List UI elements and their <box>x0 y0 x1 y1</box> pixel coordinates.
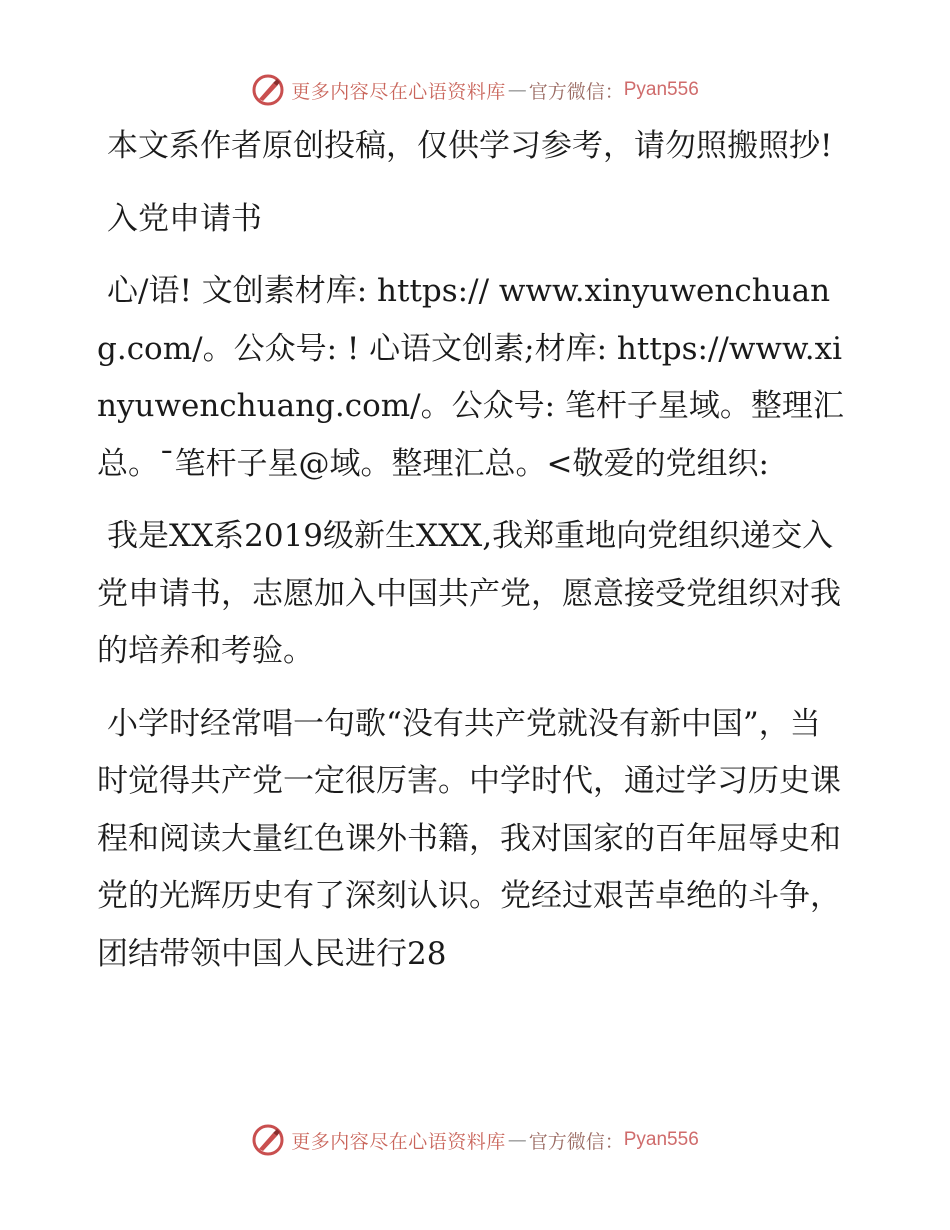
header-banner <box>0 70 950 110</box>
banner-text: 更多内容尽在心语资料库 <box>291 80 506 103</box>
banner-text: 更多内容尽在心语资料库 <box>291 1130 506 1153</box>
wechat-id: Pyan556 <box>623 1129 699 1150</box>
pen-logo-icon <box>251 1123 285 1157</box>
disclaimer-paragraph: 本文系作者原创投稿，仅供学习参考，请勿照搬照抄! <box>107 128 833 164</box>
wechat-label: 官方微信： <box>528 80 624 103</box>
wechat-label: 官方微信： <box>528 1130 624 1153</box>
document-title: 入党申请书 <box>107 200 262 237</box>
document-body <box>97 118 849 998</box>
wechat-id: Pyan556 <box>623 79 699 100</box>
banner-separator: — <box>507 79 527 101</box>
intro-paragraph: 我是XX系2019级新生XXX,我郑重地向党组织递交入党申请书，志愿加入中国共产党，愿意接受党组织对我的培养和考验。 <box>97 518 841 669</box>
history-paragraph: 小学时经常唱一句歌“没有共产党就没有新中国”，当时觉得共产党一定很厉害。中学时代，通过学习历史课程和阅读大量红色课外书籍，我对国家的百年屈辱史和党的光辉历史有了深刻认识。党经过艰苦卓绝的斗争，团结带领中国人民进行28 <box>97 705 841 972</box>
pen-logo-icon <box>251 73 285 107</box>
source-paragraph: 心/语! 文创素材库: https:// www.xinyuwenchuang.com/。公众号: ! 心语文创素;材库: https://www.xinyuwenchuang.com/。公众号: 笔杆子星域。整理汇总。¯笔杆子星@域。整理汇总。<敬爱的党组织: <box>97 273 844 482</box>
banner-separator: — <box>507 1129 527 1151</box>
footer-banner <box>0 1120 950 1160</box>
